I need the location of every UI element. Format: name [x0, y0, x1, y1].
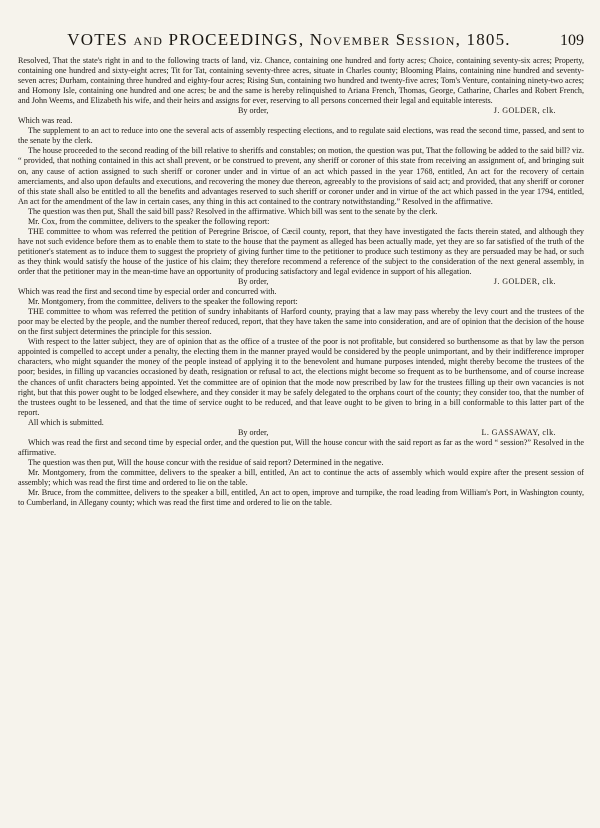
by-order-label: By order,	[238, 106, 269, 116]
paragraph: The question was then put, Will the house concur with the residue of said report? Determined in the negative.	[28, 457, 384, 467]
by-order-label: By order,	[238, 427, 269, 437]
signature-line	[18, 106, 584, 116]
paragraph: All which is submitted.	[28, 417, 104, 427]
report-paragraph: THE committee to whom was referred the petition of sundry inhabitants of Harford county, praying that a law may pass whereby the levy court and the trustees of the poor may be elected by the people, and the number thereof reduced, report, that they have taken the same into consideration, and are of opinion that the decision of the house on the first subject determines the principle for this session.	[18, 307, 584, 337]
paragraph: The supplement to an act to reduce into one the several acts of assembly respecting elections, and to regulate said elections, was read the second time, passed, and sent to the senate by the clerk.	[18, 126, 584, 146]
paragraph: Mr. Montgomery, from the committee, delivers to the speaker a bill, entitled, An act to continue the acts of assembly which would expire after the present session of assembly; which was read the first time and ordered to lie on the table.	[18, 467, 584, 487]
paragraph: Which was read the first and second time by especial order, and the question put, Will the house concur with the said report as far as the word “ session?” Resolved in the affirmative.	[18, 437, 584, 457]
report-paragraph: With respect to the latter subject, they are of opinion that as the office of a trustee of the poor is not profitable, but considered so burthensome as that by law the person appointed is compelled to accept under a penalty, the electing them in the manner prayed would be considered by the people unimportant, and by their indifference improper characters, who might squander the money of the people instead of applying it to the benevolent and humane purposes intended, might thereby become the trustees of the poor; besides, in filling up vacancies occasioned by death, resignation or refusal to act, the elections might become so frequent as to be burthensome, and of course increase the chances of unfit characters being appointed. Yet the committee are of opinion that the mode now prescribed by law for the trustees filling up their own vacancies is not right, but that this power ought to be lodged elsewhere, and they consider it may be safely delegated to the orphans court of the county; they consider too, that the number of the trustees ought to be lessened, and that the time of service ought to be reduced, and that leave ought to be given to bring in a bill conformable to this latter part of the report.	[18, 337, 584, 417]
document-body	[18, 56, 584, 508]
paragraph: Which was read.	[18, 116, 73, 126]
paragraph: Which was read the first and second time by especial order and concurred with.	[18, 287, 277, 297]
paragraph: Mr. Bruce, from the committee, delivers to the speaker a bill, entitled, An act to open, improve and turnpike, the road leading from William's Port, in Washington county, to Cumberland, in Allegany county; which was read the first time and ordered to lie on the table.	[18, 488, 584, 508]
clerk-name: J. GOLDER, clk.	[493, 106, 556, 116]
paragraph: The question was then put, Shall the said bill pass? Resolved in the affirmative. Which bill was sent to the senate by the clerk.	[28, 206, 438, 216]
paragraph: The house proceeded to the second reading of the bill relative to sheriffs and constables; on motion, the question was put, That the following be added to the said bill? viz. “ provided, that nothing contained in this act shall prevent, or be construed to prevent, any sheriff or coroner of this state from receiving an assignment of, and bringing suit on, any cause of action assigned to such sheriff or coroner under and in virtue of an act which passed in the year 1768, entitled, An act for the recovery of certain amerciaments, and also upon defaults and executions, and recovering the money due thereon, agreeably to the provisions of said act; and provided, that any sheriff or coroner of this state shall also be entitled to all the benefits and advantages reserved to such sheriff or coroner under and in virtue of the act which passed in the year 1794, entitled, An act for the amendment of the law in certain cases, any thing in this act contained to the contrary notwithstanding.” Resolved in the affirmative.	[18, 146, 584, 206]
clerk-name: J. GOLDER, clk.	[493, 277, 556, 287]
page-number: 109	[560, 32, 584, 49]
by-order-label: By order,	[238, 277, 269, 287]
running-title: VOTES and PROCEEDINGS, November Session, 1805.	[67, 30, 511, 49]
signature-line	[18, 428, 584, 438]
paragraph: Mr. Montgomery, from the committee, delivers to the speaker the following report:	[28, 297, 298, 307]
report-paragraph: THE committee to whom was referred the petition of Peregrine Briscoe, of Cæcil county, report, that they have investigated the facts therein stated, and although they have not such evidence before them as to enable them to state to the house that the payment as alleged has been actually made, yet they are so far satisfied of the truth of the petitioner's statement as to induce them to suggest the propriety of giving further time to the petitioner to produce such testimony as they are persuaded may be had, or such as they think would satisfy the house of the justice of his claim; they therefore recommend a reference of the subject to the consideration of the next general assembly, in order that the petitioner may in the mean-time have an opportunity of producing satisfactory and legal evidence in support of his allegation.	[18, 226, 584, 276]
clerk-name: L. GASSAWAY, clk.	[481, 427, 556, 437]
resolution-paragraph: Resolved, That the state's right in and to the following tracts of land, viz. Chance, containing one hundred and forty acres; Choice, containing seventy-six acres; Property, containing one hundred and sixty-eight acres; Tit for Tat, containing seventy-three acres, situate in Charles county; Blooming Plains, containing nine hundred and seventy-seven acres; Durham, containing three hundred and eighty-four acres; Rising Sun, containing two hundred and twenty-five acres; Tom's Venture, containing ninety-two acres; and Homony Isle, containing one hundred and one acres; be and the same is hereby relinquished to Ariana French, Thomas, George, Catharine, Charles and Robert French, and John Weems, and Elizabeth his wife, and their heirs and assigns for ever, reserving to all persons concerned their legal and equitable interests.	[18, 56, 584, 106]
signature-line	[18, 277, 584, 287]
paragraph: Mr. Cox, from the committee, delivers to the speaker the following report:	[28, 216, 270, 226]
page-header	[18, 30, 584, 50]
